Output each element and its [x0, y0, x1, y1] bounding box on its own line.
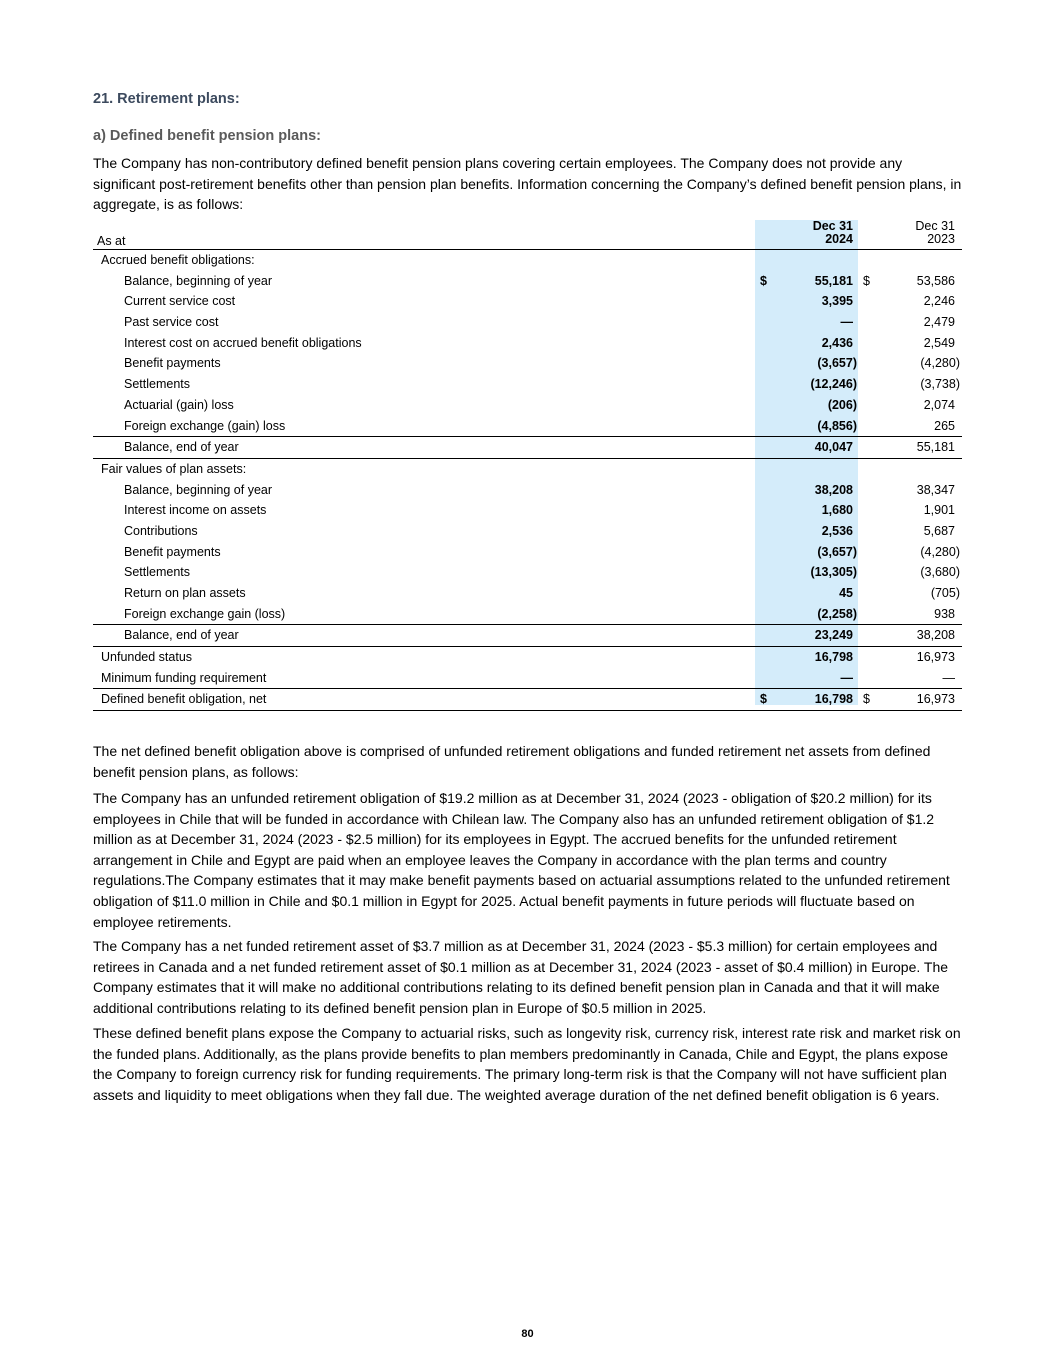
row-label: Settlements [124, 377, 191, 392]
value-2023: 1,901 [923, 503, 955, 518]
value-2023: (3,738) [920, 377, 960, 392]
table-row [93, 688, 962, 711]
value-2023: 53,586 [916, 273, 955, 288]
table-row [93, 604, 962, 625]
value-2024: 23,249 [814, 628, 853, 643]
row-label: Minimum funding requirement [101, 670, 267, 685]
value-2023: 2,549 [923, 335, 955, 350]
row-label: Current service cost [124, 294, 236, 309]
intro-paragraph: The Company has non-contributory defined benefit pension plans covering certain employees. The Company does not provide any significant post-retirement benefits other than pension plan benefits. Information concerning the Company’s defined benefit pension plans, in aggregate, is as follows: [93, 155, 962, 213]
value-2024: 55,181 [814, 273, 853, 288]
value-2024: (2,258) [817, 606, 857, 621]
row-label: Defined benefit obligation, net [101, 692, 267, 707]
row-label: Settlements [124, 565, 191, 580]
row-label: Past service cost [124, 315, 219, 330]
value-2024: 45 [839, 586, 853, 600]
row-label: Balance, beginning of year [124, 273, 273, 288]
row-label: Benefit payments [124, 356, 221, 371]
value-2023: (705) [930, 586, 960, 600]
value-2024: — [840, 315, 853, 330]
table-row [93, 250, 962, 271]
row-label: Foreign exchange (gain) loss [124, 418, 286, 433]
row-label: Interest income on assets [124, 503, 267, 518]
value-2023: — [942, 670, 955, 685]
value-2023: 2,074 [923, 397, 955, 412]
row-label: Balance, beginning of year [124, 482, 273, 497]
value-2024: (3,657) [817, 356, 857, 371]
dollar-sign: $ [863, 273, 870, 288]
row-label: Interest cost on accrued benefit obligations [124, 335, 362, 350]
value-2023: 16,973 [916, 650, 955, 665]
table-row [93, 416, 962, 437]
value-2023: 38,208 [916, 628, 955, 643]
value-2024: 38,208 [814, 482, 853, 497]
value-2024: 3,395 [821, 294, 853, 309]
value-2024: 2,536 [821, 523, 853, 538]
row-label: Foreign exchange gain (loss) [124, 606, 286, 621]
table-row [93, 542, 962, 563]
column-2023-header: Dec 31 2023 [915, 219, 955, 246]
risk-paragraph: These defined benefit plans expose the Company to actuarial risks, such as longevity risk, currency risk, interest rate risk and market risk on the funded plans. Additionally, as the plans provide benefits to plan members predominantly in Canada, Chile and Egypt, the plans expose the Company to foreign currency risk for funding requirements. The primary long-term risk is that the Company will not have sufficient plan assets and liquidity to meet obligations when they fall due. The weighted average duration of the net defined benefit obligation is 6 years. [93, 1025, 961, 1103]
value-2023: 2,479 [923, 315, 955, 330]
table-row [93, 521, 962, 542]
value-2023: 938 [934, 606, 955, 621]
table-row [93, 562, 962, 583]
canada-europe-paragraph: The Company has a net funded retirement asset of $3.7 million as at December 31, 2024 (2023 - $5.3 million) for certain employees and retirees in Canada and a net funded retirement asset of $0.1 million as at December 31, 2024 (2023 - asset of $0.4 million) in Europe. The Company estimates that it will make no additional contributions relating to its defined benefit pension plan in Canada and that it will make additional contributions relating to its defined benefit pension plan in Europe of $0.5 million in 2025. [93, 938, 949, 1016]
value-2024: (206) [827, 397, 857, 412]
row-label: Accrued benefit obligations: [101, 253, 255, 267]
table-row [93, 624, 962, 647]
row-label: Actuarial (gain) loss [124, 397, 234, 412]
row-label: Balance, end of year [124, 628, 239, 643]
row-label: Fair values of plan assets: [101, 461, 247, 476]
as-at-label: As at [97, 234, 126, 248]
value-2024: (12,246) [810, 377, 857, 392]
table-row [93, 395, 962, 416]
table-row [93, 333, 962, 354]
value-2024: 16,798 [814, 692, 853, 707]
value-2023: (3,680) [920, 565, 960, 580]
table-row [93, 500, 962, 521]
value-2023: 5,687 [923, 523, 955, 538]
table-row [93, 459, 962, 480]
pension-table [93, 220, 962, 711]
table-header [93, 220, 962, 250]
value-2023: 16,973 [916, 692, 955, 707]
value-2023: 265 [934, 418, 955, 433]
table-row [93, 436, 962, 459]
table-row [93, 668, 962, 689]
value-2024: 1,680 [821, 503, 853, 518]
value-2024: — [840, 670, 853, 685]
dollar-sign: $ [760, 692, 767, 707]
value-2024: 2,436 [821, 335, 853, 350]
column-2024-header: Dec 31 2024 [812, 219, 853, 246]
value-2023: (4,280) [920, 544, 960, 559]
row-label: Return on plan assets [124, 586, 246, 600]
table-row [93, 374, 962, 395]
table-row [93, 583, 962, 604]
value-2024: (3,657) [817, 544, 857, 559]
value-2024: 40,047 [814, 440, 853, 455]
value-2023: 2,246 [923, 294, 955, 309]
dollar-sign: $ [863, 692, 870, 707]
table-row [93, 353, 962, 374]
table-row [93, 291, 962, 312]
dollar-sign: $ [760, 273, 767, 288]
table-row [93, 647, 962, 668]
row-label: Contributions [124, 523, 198, 538]
table-row [93, 480, 962, 501]
value-2024: (13,305) [810, 565, 857, 580]
net-obligation-paragraph: The net defined benefit obligation above is comprised of unfunded retirement obligations and funded retirement net assets from defined benefit pension plans, as follows: [93, 743, 931, 780]
table-row [93, 271, 962, 292]
value-2024: 16,798 [814, 650, 853, 665]
chile-egypt-paragraph: The Company has an unfunded retirement obligation of $19.2 million as at December 31, 2024 (2023 - obligation of $20.2 million) for its employees in Chile that will be funded in accordance with Chilean law. The Company also has an unfunded retirement obligation of $1.2 million as at December 31, 2024 (2023 - $2.5 million) for its employees in Egypt. The accrued benefits for the unfunded retirement arrangement in Chile and Egypt are paid when an employee leaves the Company in accordance with the plan terms and country regulations.The Company estimates that it may make benefit payments based on actuarial assumptions related to the unfunded retirement obligation of $11.0 million in Chile and $0.1 million in Egypt for 2025. Actual benefit payments in future periods will fluctuate based on employee retirements. [93, 790, 950, 930]
page-number: 80 [521, 1328, 534, 1340]
row-label: Benefit payments [124, 544, 221, 559]
value-2024: (4,856) [817, 418, 857, 433]
section-heading: 21. Retirement plans: [93, 91, 240, 107]
value-2023: 38,347 [916, 482, 955, 497]
value-2023: (4,280) [920, 356, 960, 371]
row-label: Balance, end of year [124, 440, 239, 455]
row-label: Unfunded status [101, 650, 193, 665]
table-row [93, 312, 962, 333]
subsection-heading: a) Defined benefit pension plans: [93, 128, 321, 144]
value-2023: 55,181 [916, 440, 955, 455]
